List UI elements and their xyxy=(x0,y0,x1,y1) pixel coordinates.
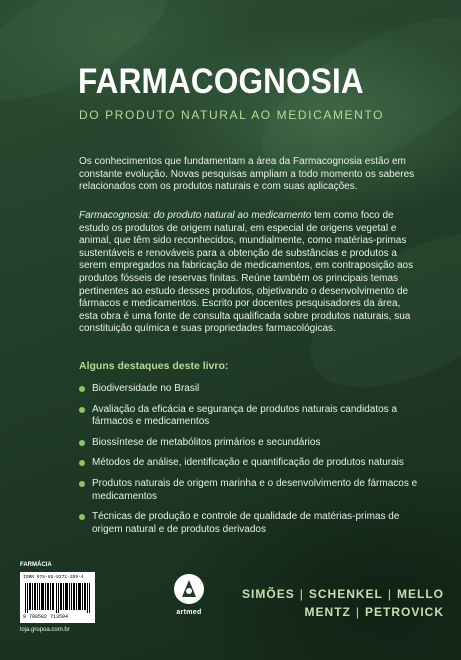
author-name: PETROVICK xyxy=(364,605,444,619)
publisher-name: artmed xyxy=(176,609,202,616)
book-subtitle: DO PRODUTO NATURAL AO MEDICAMENTO xyxy=(79,108,385,122)
category-label: FARMÁCIA xyxy=(20,562,52,568)
barcode-icon xyxy=(23,583,92,613)
author-name: SIMÕES xyxy=(242,587,295,601)
author-name: MENTZ xyxy=(304,605,351,619)
bullet-icon xyxy=(79,460,85,466)
bullet-icon xyxy=(79,386,85,392)
bullet-icon xyxy=(79,481,85,487)
highlights-heading: Alguns destaques deste livro: xyxy=(79,360,229,372)
author-name: MELLO xyxy=(397,587,444,601)
list-item: Técnicas de produção e controle de qualidade de matérias-primas de origem natural e de produtos derivados xyxy=(79,511,419,536)
artmed-logo-icon xyxy=(168,572,210,624)
website-text: loja.grupoa.com.br xyxy=(20,627,70,633)
isbn-text: ISBN 978-85-8271-359-4 xyxy=(23,575,84,580)
separator: | xyxy=(355,605,360,619)
barcode-number: 9 788582 713594 xyxy=(23,614,69,620)
bullet-icon xyxy=(79,407,85,413)
list-item: Produtos naturais de origem marinha e o desenvolvimento de fármacos e medicamentos xyxy=(79,478,419,503)
intro-paragraph: Os conhecimentos que fundamentam a área da Farmacognosia estão em constante evolução. Novas pesquisas ampliam a todo momento os saberes relacionados com os produtos naturais e com suas aplicações. xyxy=(79,156,415,193)
list-item: Métodos de análise, identificação e quantificação de produtos naturais xyxy=(79,457,419,470)
list-item: Biossíntese de metabólitos primários e secundários xyxy=(79,437,419,450)
authors-line-2 xyxy=(242,603,444,621)
description-paragraph xyxy=(79,210,419,336)
book-title-italic: Farmacognosia: do produto natural ao medicamento xyxy=(79,210,312,221)
description-text: tem como foco de estudo os produtos de origem natural, em especial de origens vegetal e animal, que têm sido reconhecidos, mundialmente, como matérias-primas sustentáveis e renováveis para a obtenção de substâncias e produtos a serem empregados na fabricação de medicamentos, em contraposição aos produtos fósseis de reservas finitas. Reúne também os principais temas pertinentes ao estudo desses produtos, objetivando o desenvolvimento de fármacos e medicamentos. Escrito por docentes pesquisadores da área, esta obra é uma fonte de consulta qualificada sobre produtos naturais, sua constituição química e suas propriedades farmacológicas. xyxy=(79,210,414,335)
separator: | xyxy=(387,587,392,601)
bullet-icon xyxy=(79,440,85,446)
highlights-list xyxy=(79,383,419,536)
bullet-icon xyxy=(79,514,85,520)
authors-line-1 xyxy=(242,585,444,603)
list-item: Avaliação da eficácia e segurança de produtos naturais candidatos a fármacos e medicamentos xyxy=(79,404,419,429)
book-title: FARMACOGNOSIA xyxy=(78,62,364,101)
barcode xyxy=(20,572,95,623)
list-item: Biodiversidade no Brasil xyxy=(79,383,419,396)
separator: | xyxy=(299,587,304,601)
author-name: SCHENKEL xyxy=(308,587,383,601)
authors-block xyxy=(242,585,444,621)
